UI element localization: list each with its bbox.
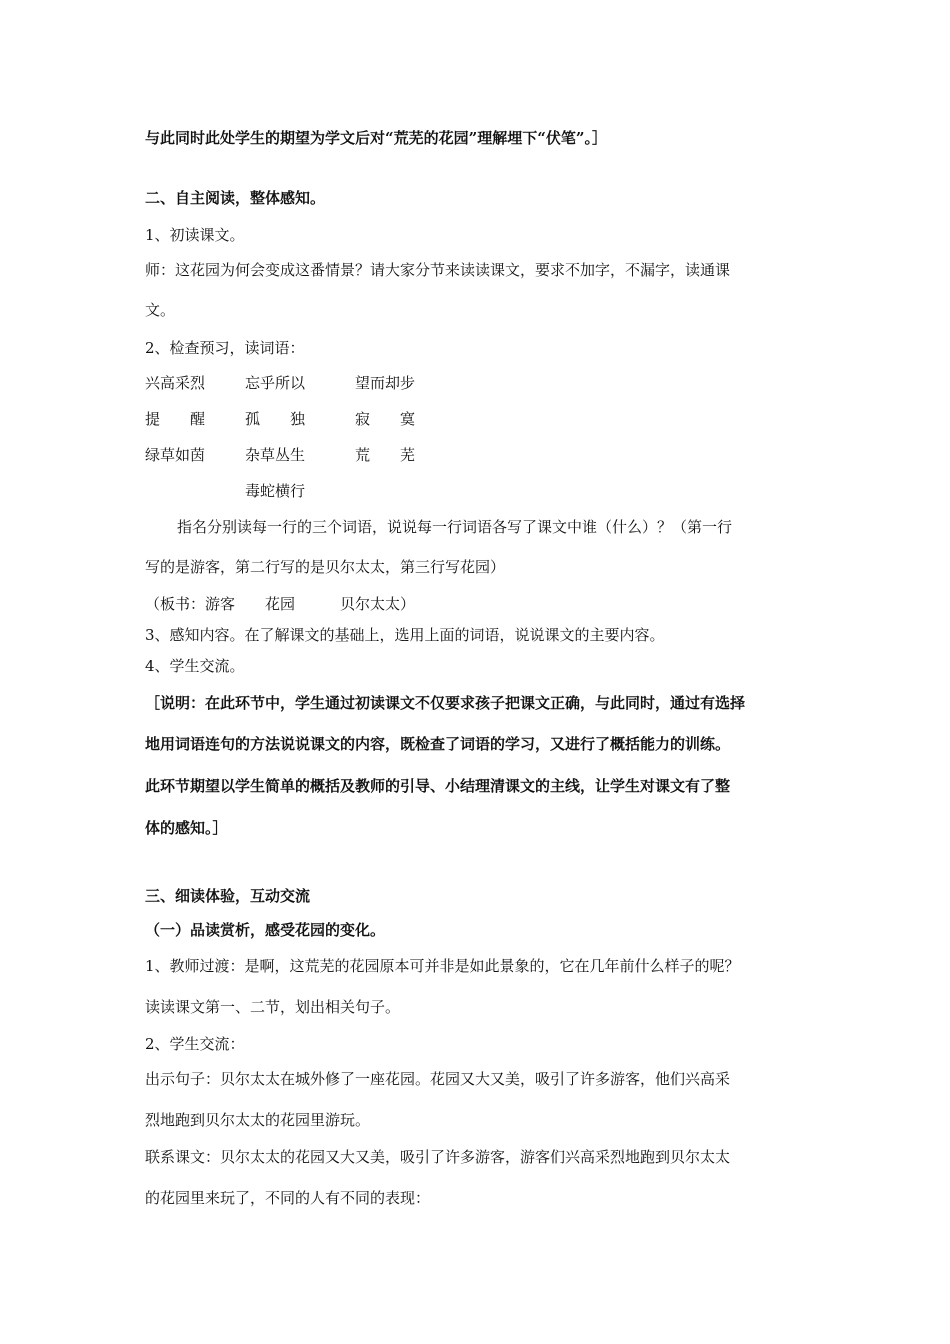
vocab-r4-c2: 毒蛇横行 <box>245 482 306 500</box>
teacher-line-2: 文。 <box>145 301 176 319</box>
section2-heading: 二、自主阅读，整体感知。 <box>145 189 326 207</box>
quote-line-2: 烈地跑到贝尔太太的花园里游玩。 <box>145 1111 371 1129</box>
vocab-r1-c1: 兴高采烈 <box>145 374 206 392</box>
vocab-r1-c2: 忘乎所以 <box>245 374 306 392</box>
link-line-1: 联系课文：贝尔太太的花园又大又美，吸引了许多游客，游客们兴高采烈地跑到贝尔太太 <box>145 1148 731 1166</box>
note-line-2: 地用词语连句的方法说说课文的内容，既检查了词语的学习，又进行了概括能力的训练。 <box>145 735 731 753</box>
step1-text: 1、初读课文。 <box>145 226 245 244</box>
vocab-r2-c3: 寂 寞 <box>355 410 416 428</box>
board-notes: （板书：游客 花园 贝尔太太） <box>145 595 416 613</box>
para1-line-2: 读读课文第一、二节，划出相关句子。 <box>145 998 401 1016</box>
instruction-line-1: 指名分别读每一行的三个词语，说说每一行词语各写了课文中谁（什么）？（第一行 <box>177 518 733 536</box>
vocab-r2-c2: 孤 独 <box>245 410 306 428</box>
step3-text: 3、感知内容。在了解课文的基础上，选用上面的词语，说说课文的主要内容。 <box>145 626 665 644</box>
section3-heading: 三、细读体验，互动交流 <box>145 887 311 905</box>
note-line-3: 此环节期望以学生简单的概括及教师的引导、小结理清课文的主线，让学生对课文有了整 <box>145 777 731 795</box>
vocab-r3-c3: 荒 芜 <box>355 446 416 464</box>
section3-subheading: （一）品读赏析，感受花园的变化。 <box>145 921 386 939</box>
step2-text: 2、检查预习，读词语： <box>145 339 305 357</box>
vocab-r2-c1: 提 醒 <box>145 410 206 428</box>
step4-text: 4、学生交流。 <box>145 657 245 675</box>
vocab-r3-c2: 杂草丛生 <box>245 446 306 464</box>
teacher-line-1: 师：这花园为何会变成这番情景？请大家分节来读读课文，要求不加字，不漏字，读通课 <box>145 261 731 279</box>
note-line-4: 体的感知。］ <box>145 819 228 837</box>
vocab-r3-c1: 绿草如茵 <box>145 446 206 464</box>
quote-line-1: 出示句子：贝尔太太在城外修了一座花园。花园又大又美，吸引了许多游客，他们兴高采 <box>145 1070 731 1088</box>
intro-note-end: 与此同时此处学生的期望为学文后对“荒芜的花园”理解埋下“伏笔”。］ <box>145 129 608 147</box>
para1-line-1: 1、教师过渡：是啊，这荒芜的花园原本可并非是如此景象的，它在几年前什么样子的呢？ <box>145 957 740 975</box>
para2-text: 2、学生交流： <box>145 1035 245 1053</box>
note-line-1: ［说明：在此环节中，学生通过初读课文不仅要求孩子把课文正确，与此同时，通过有选择 <box>145 694 746 712</box>
instruction-line-2: 写的是游客，第二行写的是贝尔太太，第三行写花园） <box>145 558 506 576</box>
link-line-2: 的花园里来玩了，不同的人有不同的表现： <box>145 1189 431 1207</box>
vocab-r1-c3: 望而却步 <box>355 374 416 392</box>
